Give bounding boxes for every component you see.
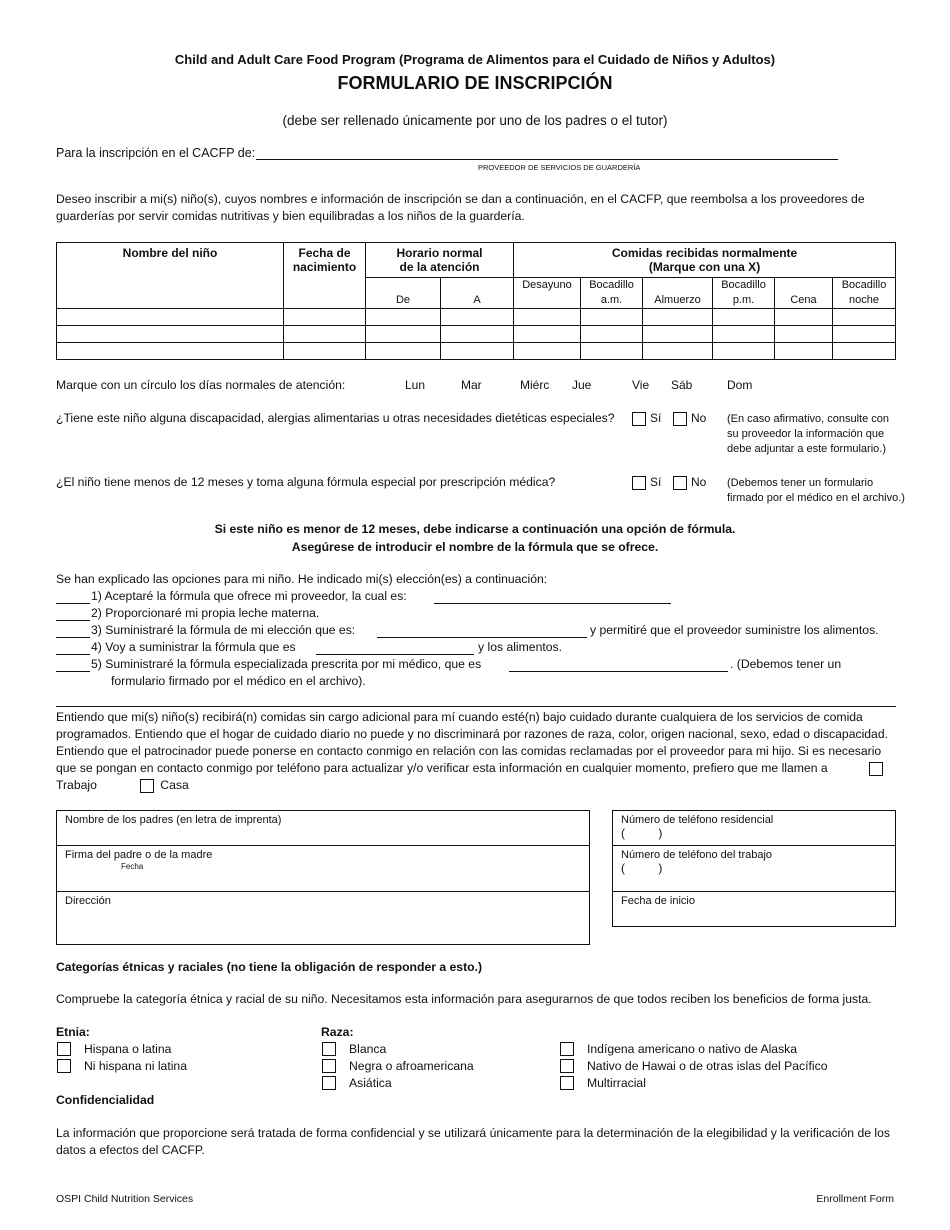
days-label: Marque con un círculo los días normales de atención:	[56, 378, 346, 392]
col-hours: Horario normal de la atención	[366, 243, 514, 278]
home-checkbox[interactable]	[140, 779, 154, 793]
q2-text: ¿El niño tiene menos de 12 meses y toma alguna fórmula especial por prescripción médica?	[56, 475, 556, 489]
white-label: Blanca	[349, 1042, 387, 1056]
day-tue[interactable]: Mar	[461, 378, 482, 392]
asian-checkbox[interactable]	[322, 1076, 336, 1090]
day-wed[interactable]: Miérc	[520, 378, 550, 392]
cell-input[interactable]	[581, 309, 643, 326]
multiracial-label: Multirracial	[587, 1076, 646, 1090]
cell-input[interactable]	[775, 326, 833, 343]
q2-no-label: No	[691, 475, 707, 489]
cell-input[interactable]	[581, 326, 643, 343]
race-label: Raza:	[321, 1025, 354, 1039]
option-3-tail: y permitiré que el proveedor suministre los alimentos.	[590, 623, 879, 637]
footer-right: Enrollment Form	[816, 1193, 894, 1205]
col-am-snack: Bocadillo a.m.	[581, 278, 643, 309]
home-phone-field[interactable]: Número de teléfono residencial ( )	[613, 811, 895, 846]
col-child-name: Nombre del niño	[57, 243, 284, 309]
table-row	[57, 343, 896, 360]
options-intro: Se han explicado las opciones para mi niño. He indicado mi(s) elección(es) a continuación:	[56, 572, 548, 586]
intro-paragraph: Deseo inscribir a mi(s) niño(s), cuyos nombres e información de inscripción se dan a continuación, en el CACFP, que reembolsa a los proveedores de guarderías por servir comidas nutritivas y bien equilibradas a los niños de la guardería.	[56, 192, 865, 223]
option-2-blank[interactable]	[56, 620, 90, 621]
col-meals: Comidas recibidas normalmente (Marque con una X)	[514, 243, 896, 278]
cell-input[interactable]	[713, 309, 775, 326]
day-mon[interactable]: Lun	[405, 378, 426, 392]
cell-input[interactable]	[833, 309, 896, 326]
cell-input[interactable]	[833, 326, 896, 343]
cell-input[interactable]	[441, 326, 514, 343]
cell-input[interactable]	[713, 343, 775, 360]
ethnic-heading: Categorías étnicas y raciales (no tiene la obligación de responder a esto.)	[56, 960, 483, 974]
native-american-label: Indígena americano o nativo de Alaska	[587, 1042, 798, 1056]
col-night-snack: Bocadillo noche	[833, 278, 896, 309]
cell-input[interactable]	[833, 343, 896, 360]
table-row	[57, 309, 896, 326]
option-3-blank[interactable]	[56, 637, 90, 638]
option-5-tail: . (Debemos tener un	[730, 657, 842, 671]
cell-input[interactable]	[514, 309, 581, 326]
col-birth-date: Fecha de nacimiento	[284, 243, 366, 309]
provider-field[interactable]	[256, 159, 838, 160]
col-pm-snack: Bocadillo p.m.	[713, 278, 775, 309]
signature-field[interactable]: Firma del padre o de la madre Fecha	[57, 846, 589, 892]
option-4-text: 4) Voy a suministrar la fórmula que es	[91, 640, 296, 654]
cell-input[interactable]	[366, 309, 441, 326]
white-checkbox[interactable]	[322, 1042, 336, 1056]
cell-input[interactable]	[366, 343, 441, 360]
option-5-formula-field[interactable]	[509, 671, 728, 672]
option-4-tail: y los alimentos.	[478, 640, 562, 654]
address-field[interactable]: Dirección	[65, 895, 111, 907]
cell-input[interactable]	[713, 326, 775, 343]
provider-caption: PROVEEDOR DE SERVICIOS DE GUARDERÍA	[478, 163, 641, 172]
col-to: A	[441, 278, 514, 309]
day-fri[interactable]: Vie	[632, 378, 650, 392]
cell-input[interactable]	[57, 309, 284, 326]
not-hispanic-label: Ni hispana ni latina	[84, 1059, 187, 1073]
q1-text: ¿Tiene este niño alguna discapacidad, alergias alimentarias u otras necesidades dietéticas especiales?	[56, 411, 615, 425]
section-divider	[56, 706, 896, 707]
cell-input[interactable]	[441, 309, 514, 326]
children-table	[56, 242, 896, 360]
cell-input[interactable]	[284, 343, 366, 360]
ethnicity-label: Etnia:	[56, 1025, 90, 1039]
q2-yes-label: Sí	[650, 475, 662, 489]
col-lunch: Almuerzo	[643, 278, 713, 309]
day-thu[interactable]: Jue	[572, 378, 592, 392]
q2-yes-checkbox[interactable]	[632, 476, 646, 490]
program-title: Child and Adult Care Food Program (Programa de Alimentos para el Cuidado de Niños y Adultos)	[174, 52, 776, 67]
work-checkbox[interactable]	[869, 762, 883, 776]
home-label: Casa	[160, 778, 189, 792]
form-title: FORMULARIO DE INSCRIPCIÓN	[337, 73, 613, 93]
cell-input[interactable]	[284, 326, 366, 343]
col-dinner: Cena	[775, 278, 833, 309]
footer-left: OSPI Child Nutrition Services	[56, 1193, 194, 1205]
cell-input[interactable]	[514, 343, 581, 360]
work-phone-field[interactable]: Número de teléfono del trabajo ( )	[613, 846, 895, 892]
option-5-line2: formulario firmado por el médico en el archivo).	[111, 674, 366, 688]
q1-yes-label: Sí	[650, 411, 662, 425]
cell-input[interactable]	[643, 343, 713, 360]
option-2-text: 2) Proporcionaré mi propia leche materna.	[91, 606, 320, 620]
parent-name-field[interactable]: Nombre de los padres (en letra de imprenta)	[57, 811, 589, 846]
date-label: Fecha	[121, 862, 144, 871]
cell-input[interactable]	[775, 343, 833, 360]
asian-label: Asiática	[349, 1076, 392, 1090]
cell-input[interactable]	[441, 343, 514, 360]
cell-input[interactable]	[514, 326, 581, 343]
day-sun[interactable]: Dom	[727, 378, 753, 392]
native-american-checkbox[interactable]	[560, 1042, 574, 1056]
option-5-blank[interactable]	[56, 671, 90, 672]
black-label: Negra o afroamericana	[349, 1059, 474, 1073]
option-1-formula-field[interactable]	[434, 603, 671, 604]
start-date-field[interactable]: Fecha de inicio	[621, 895, 695, 907]
q1-no-label: No	[691, 411, 707, 425]
day-sat[interactable]: Sáb	[671, 378, 693, 392]
option-4-formula-field[interactable]	[316, 654, 474, 655]
cell-input[interactable]	[643, 309, 713, 326]
formula-notice-1: Si este niño es menor de 12 meses, debe indicarse a continuación una opción de fórmula.	[214, 522, 736, 536]
parent-info-box	[56, 810, 590, 945]
q1-note: (En caso afirmativo, consulte con su proveedor la información que debe adjuntar a este formulario.)	[727, 413, 890, 455]
confidentiality-heading: Confidencialidad	[56, 1093, 155, 1107]
cell-input[interactable]	[366, 326, 441, 343]
cell-input[interactable]	[775, 309, 833, 326]
option-1-text: 1) Aceptaré la fórmula que ofrece mi proveedor, la cual es:	[91, 589, 407, 603]
agreement-paragraph: Entiendo que mi(s) niño(s) recibirá(n) comidas sin cargo adicional para mí cuando esté(n) bajo cuidado durante cualquiera de los servicios de comida programados. Entiendo que el hogar de cuidado diario no puede y no discriminará por razones de raza, color, origen nacional, sexo, edad o discapacidad. Entiendo que el patrocinador puede ponerse en contacto conmigo en relación con las comidas reclamadas por el proveedor para mi hijo. Si es necesario que se pongan en contacto conmigo por teléfono para actualizar y/o verificar esta información en cualquier momento, prefiero que me llamen a Trabajo Casa	[56, 710, 888, 792]
option-5-text: 5) Suministraré la fórmula especializada prescrita por mi médico, que es	[91, 657, 482, 671]
formula-notice-2: Asegúrese de introducir el nombre de la fórmula que se ofrece.	[291, 540, 659, 554]
hawaiian-checkbox[interactable]	[560, 1059, 574, 1073]
cell-input[interactable]	[643, 326, 713, 343]
q1-yes-checkbox[interactable]	[632, 412, 646, 426]
cell-input[interactable]	[581, 343, 643, 360]
confidentiality-text: La información que proporcione será tratada de forma confidencial y se utilizará únicamente para la determinación de la elegibilidad y la verificación de los datos a efectos del CACFP.	[56, 1126, 890, 1157]
ethnic-description: Compruebe la categoría étnica y racial de su niño. Necesitamos esta información para asegurarnos de que todos reciben los beneficios de forma justa.	[56, 992, 872, 1006]
work-label: Trabajo	[56, 778, 97, 792]
provider-label: Para la inscripción en el CACFP de:	[56, 146, 256, 160]
q2-no-checkbox[interactable]	[673, 476, 687, 490]
col-from: De	[366, 278, 441, 309]
hispanic-label: Hispana o latina	[84, 1042, 172, 1056]
not-hispanic-checkbox[interactable]	[57, 1059, 71, 1073]
q1-no-checkbox[interactable]	[673, 412, 687, 426]
multiracial-checkbox[interactable]	[560, 1076, 574, 1090]
black-checkbox[interactable]	[322, 1059, 336, 1073]
option-4-blank[interactable]	[56, 654, 90, 655]
hawaiian-label: Nativo de Hawai o de otras islas del Pacífico	[587, 1059, 828, 1073]
cell-input[interactable]	[284, 309, 366, 326]
table-row	[57, 326, 896, 343]
form-subtitle: (debe ser rellenado únicamente por uno de los padres o el tutor)	[282, 113, 668, 128]
col-breakfast: Desayuno	[514, 278, 581, 309]
option-1-blank[interactable]	[56, 603, 90, 604]
q2-note: (Debemos tener un formulario firmado por el médico en el archivo.)	[727, 477, 905, 504]
cell-input[interactable]	[57, 326, 284, 343]
option-3-text: 3) Suministraré la fórmula de mi elección que es:	[91, 623, 356, 637]
phone-info-box	[612, 810, 896, 927]
cell-input[interactable]	[57, 343, 284, 360]
option-3-formula-field[interactable]	[377, 637, 587, 638]
hispanic-checkbox[interactable]	[57, 1042, 71, 1056]
